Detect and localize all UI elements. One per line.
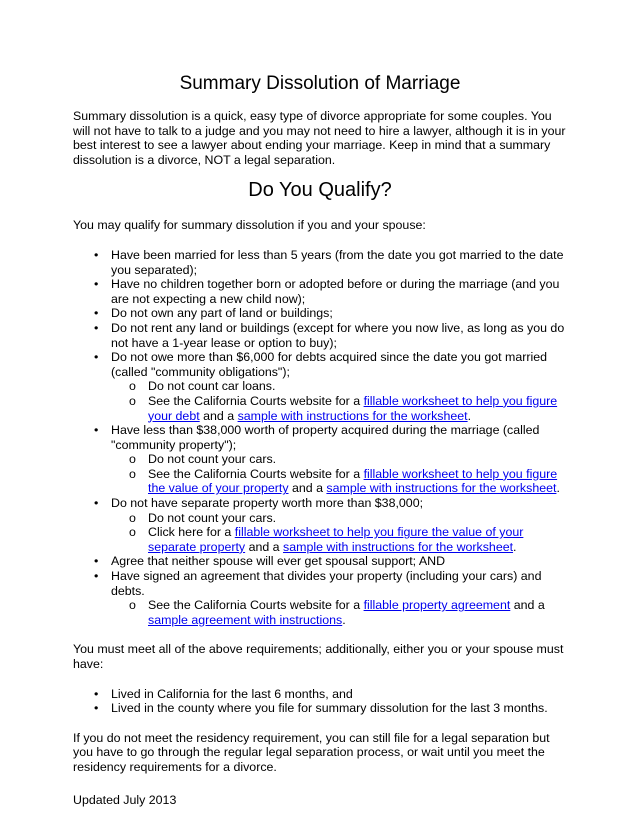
item-text: Lived in the county where you file for summary dissolution for the last 3 months. xyxy=(111,701,548,716)
property-sample-link[interactable]: sample with instructions for the worksheet xyxy=(326,481,557,496)
item-no-children xyxy=(73,277,567,306)
item-debt-limit xyxy=(73,350,567,423)
item-separate-property-limit xyxy=(73,496,567,554)
qualify-heading: Do You Qualify? xyxy=(248,179,392,202)
item-spousal-support xyxy=(73,554,567,569)
residency-paragraph: If you do not meet the residency requirement, you can still file for a legal separation but you have to go through the regular legal separation process, or wait until you meet the residency requirements for a divorce. xyxy=(73,730,550,774)
debt-sublist xyxy=(111,379,567,423)
item-no-land-rented xyxy=(73,321,567,350)
separate-worksheet-link[interactable]: fillable worksheet to help you figure the value of your separate property xyxy=(148,525,524,554)
sub-item-text: and a xyxy=(288,481,327,496)
item-text: Do not own any part of land or buildings; xyxy=(111,306,333,321)
sub-item-property-worksheet xyxy=(111,467,567,496)
updated-date: Updated July 2013 xyxy=(73,792,177,807)
sub-item-no-cars xyxy=(111,452,567,467)
property-worksheet-link[interactable]: fillable worksheet to help you figure the value of your property xyxy=(148,466,558,496)
sub-item-text: . xyxy=(467,408,472,423)
sub-item-text: Do not count your cars. xyxy=(148,510,277,525)
sub-item-text: . xyxy=(342,612,346,627)
sub-item-separate-worksheet xyxy=(111,525,567,554)
sub-item-property-agreement xyxy=(111,598,567,627)
sub-item-text: Do not count your cars. xyxy=(148,452,277,467)
sub-item-text: See the California Courts website for a xyxy=(148,598,364,613)
separate-sample-link[interactable]: sample with instructions for the worksheet xyxy=(283,539,514,554)
additional-requirements-lead: You must meet all of the above requirements; additionally, either you or your spouse must have: xyxy=(73,642,564,671)
item-text: Do not rent any land or buildings (except for where you now live, as long as you do not have a 1-year lease or option to buy); xyxy=(111,320,565,350)
sub-item-no-cars xyxy=(111,511,567,526)
property-agreement-link[interactable]: fillable property agreement xyxy=(363,598,511,613)
sub-item-text: and a xyxy=(245,539,284,554)
debt-sample-link[interactable]: sample with instructions for the worksheet xyxy=(237,408,468,423)
residency-list xyxy=(73,687,567,716)
agreement-sublist xyxy=(111,598,567,627)
item-text: Have signed an agreement that divides your property (including your cars) and debts. xyxy=(111,569,542,598)
item-no-land-owned xyxy=(73,306,567,321)
item-text: Have no children together born or adopted before or during the marriage (and you are not expecting a new child now); xyxy=(111,277,560,306)
item-lived-california xyxy=(73,687,567,702)
item-lived-county xyxy=(73,701,567,716)
separate-property-sublist xyxy=(111,511,567,555)
sub-item-text: . xyxy=(556,481,560,496)
sub-item-text: and a xyxy=(510,598,545,613)
item-community-property-limit xyxy=(73,423,567,496)
item-signed-agreement xyxy=(73,569,567,627)
page-title: Summary Dissolution of Marriage xyxy=(179,73,461,94)
debt-worksheet-link[interactable]: fillable worksheet to help you figure your debt xyxy=(148,393,558,423)
item-text: Do not have separate property worth more than $38,000; xyxy=(111,496,424,511)
item-married-duration xyxy=(73,248,567,277)
sub-item-car-loans xyxy=(111,379,567,394)
sub-item-text: See the California Courts website for a xyxy=(148,466,364,481)
sub-item-debt-worksheet xyxy=(111,394,567,423)
qualification-list xyxy=(73,248,567,627)
agreement-sample-link[interactable]: sample agreement with instructions xyxy=(148,612,343,627)
item-text: Have less than $38,000 worth of property acquired during the marriage (called "community property"); xyxy=(111,423,540,452)
item-text: Do not owe more than $6,000 for debts acquired since the date you got married (called "community obligations"); xyxy=(111,350,548,379)
intro-paragraph: Summary dissolution is a quick, easy type of divorce appropriate for some couples. You will not have to talk to a judge and you may not need to hire a lawyer, although it is in your best interest to see a lawyer about ending your marriage. Keep in mind that a summary dissolution is a divorce, NOT a legal separation. xyxy=(73,109,566,167)
sub-item-text: Do not count car loans. xyxy=(148,379,276,394)
sub-item-text: See the California Courts website for a xyxy=(148,393,364,408)
item-text: Have been married for less than 5 years (from the date you got married to the date you separated); xyxy=(111,247,564,277)
item-text: Lived in California for the last 6 months, and xyxy=(111,686,353,701)
qualify-lead: You may qualify for summary dissolution if you and your spouse: xyxy=(73,218,426,233)
sub-item-text: Click here for a xyxy=(148,525,235,540)
item-text: Agree that neither spouse will ever get spousal support; AND xyxy=(111,554,446,569)
sub-item-text: and a xyxy=(199,408,238,423)
sub-item-text: . xyxy=(513,539,517,554)
community-property-sublist xyxy=(111,452,567,496)
